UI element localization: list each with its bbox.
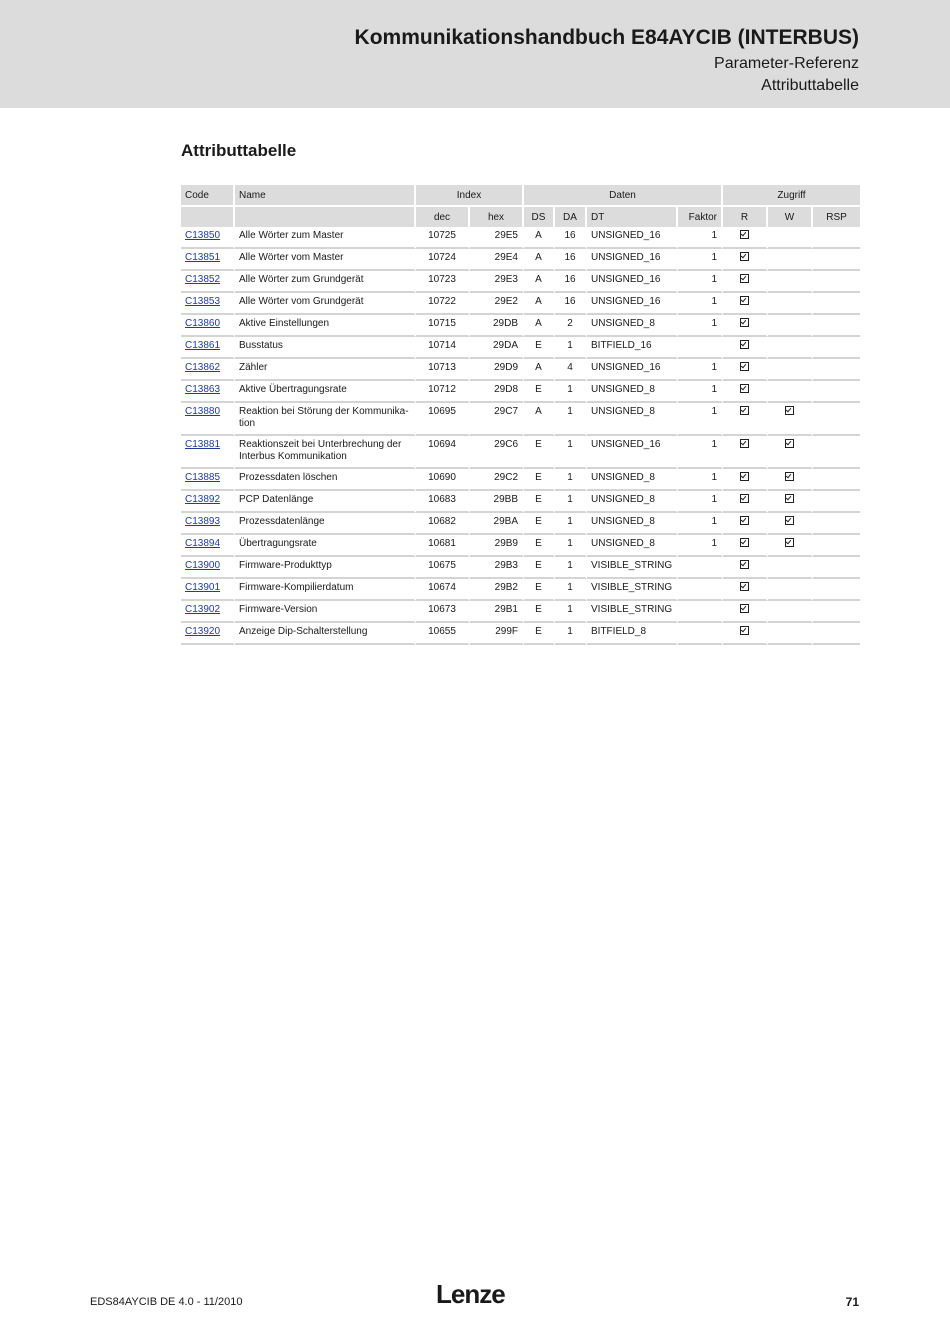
cell-rsp <box>813 381 860 403</box>
cell-w <box>768 249 813 271</box>
cell-dec: 10695 <box>416 403 470 436</box>
checkbox-checked-icon <box>740 439 749 448</box>
cell-ds: E <box>524 557 555 579</box>
cell-name: Firmware-Version <box>235 601 416 623</box>
cell-ds: A <box>524 315 555 337</box>
table-row <box>181 601 860 623</box>
cell-r <box>723 249 768 271</box>
cell-da: 1 <box>555 579 587 601</box>
cell-code <box>181 293 235 315</box>
cell-code <box>181 271 235 293</box>
code-link[interactable]: C13852 <box>185 274 221 285</box>
cell-name: Aktive Übertragungsrate <box>235 381 416 403</box>
checkbox-checked-icon <box>740 604 749 613</box>
cell-ds: E <box>524 623 555 645</box>
code-link[interactable]: C13860 <box>185 318 221 329</box>
cell-code <box>181 249 235 271</box>
cell-hex: 29E5 <box>470 227 524 249</box>
cell-faktor: 1 <box>678 469 723 491</box>
cell-dec: 10712 <box>416 381 470 403</box>
cell-r <box>723 381 768 403</box>
col-header-code: Code <box>181 185 235 205</box>
cell-dec: 10714 <box>416 337 470 359</box>
checkbox-checked-icon <box>740 230 749 239</box>
cell-w <box>768 535 813 557</box>
cell-da: 16 <box>555 293 587 315</box>
lenze-logo: Lenze <box>436 1279 505 1309</box>
code-link[interactable]: C13920 <box>185 626 221 637</box>
cell-dt: UNSIGNED_16 <box>587 271 678 293</box>
page-number: 71 <box>845 1295 859 1309</box>
table-row <box>181 227 860 249</box>
cell-faktor <box>678 557 723 579</box>
cell-hex: 29BA <box>470 513 524 535</box>
cell-r <box>723 436 768 469</box>
cell-ds: A <box>524 249 555 271</box>
checkbox-checked-icon <box>740 516 749 525</box>
cell-rsp <box>813 491 860 513</box>
cell-da: 1 <box>555 601 587 623</box>
cell-dt: UNSIGNED_16 <box>587 359 678 381</box>
cell-name: Anzeige Dip-Schalterstellung <box>235 623 416 645</box>
table-row <box>181 579 860 601</box>
cell-code <box>181 535 235 557</box>
table-row <box>181 557 860 579</box>
checkbox-checked-icon <box>740 406 749 415</box>
cell-da: 1 <box>555 491 587 513</box>
checkbox-checked-icon <box>740 626 749 635</box>
cell-hex: 29D9 <box>470 359 524 381</box>
table-row <box>181 293 860 315</box>
cell-da: 1 <box>555 513 587 535</box>
cell-w <box>768 359 813 381</box>
cell-ds: E <box>524 436 555 469</box>
cell-w <box>768 601 813 623</box>
cell-r <box>723 491 768 513</box>
table-row <box>181 249 860 271</box>
cell-w <box>768 315 813 337</box>
cell-dec: 10723 <box>416 271 470 293</box>
checkbox-checked-icon <box>785 538 794 547</box>
cell-code <box>181 623 235 645</box>
table-row <box>181 623 860 645</box>
cell-code <box>181 557 235 579</box>
cell-dec: 10681 <box>416 535 470 557</box>
checkbox-checked-icon <box>740 494 749 503</box>
cell-rsp <box>813 293 860 315</box>
cell-r <box>723 469 768 491</box>
code-link[interactable]: C13901 <box>185 582 221 593</box>
cell-faktor: 1 <box>678 436 723 469</box>
cell-name: Firmware-Kompilierdatum <box>235 579 416 601</box>
cell-da: 4 <box>555 359 587 381</box>
cell-rsp <box>813 579 860 601</box>
checkbox-checked-icon <box>740 472 749 481</box>
cell-ds: A <box>524 293 555 315</box>
cell-dt: UNSIGNED_8 <box>587 513 678 535</box>
col-header-index: Index <box>416 185 524 205</box>
cell-hex: 29B3 <box>470 557 524 579</box>
cell-faktor: 1 <box>678 227 723 249</box>
cell-w <box>768 271 813 293</box>
cell-ds: E <box>524 381 555 403</box>
checkbox-checked-icon <box>740 582 749 591</box>
cell-dec: 10682 <box>416 513 470 535</box>
cell-rsp <box>813 601 860 623</box>
cell-da: 1 <box>555 623 587 645</box>
page-header <box>0 0 950 108</box>
cell-dec: 10715 <box>416 315 470 337</box>
cell-code <box>181 436 235 469</box>
checkbox-checked-icon <box>740 318 749 327</box>
cell-name: Übertragungsrate <box>235 535 416 557</box>
cell-dec: 10673 <box>416 601 470 623</box>
cell-da: 16 <box>555 249 587 271</box>
checkbox-checked-icon <box>740 340 749 349</box>
table-row <box>181 337 860 359</box>
document-id: EDS84AYCIB DE 4.0 - 11/2010 <box>90 1296 243 1308</box>
code-link[interactable]: C13902 <box>185 604 221 615</box>
cell-dt: UNSIGNED_16 <box>587 249 678 271</box>
cell-code <box>181 469 235 491</box>
cell-da: 1 <box>555 403 587 436</box>
table-row <box>181 271 860 293</box>
col-header-zugriff: Zugriff <box>723 185 860 205</box>
table-row <box>181 469 860 491</box>
cell-code <box>181 491 235 513</box>
cell-hex: 29E4 <box>470 249 524 271</box>
checkbox-checked-icon <box>785 439 794 448</box>
cell-w <box>768 469 813 491</box>
col-subheader-code-empty <box>181 205 235 227</box>
cell-da: 16 <box>555 227 587 249</box>
code-link[interactable]: C13863 <box>185 384 221 395</box>
cell-rsp <box>813 436 860 469</box>
col-header-name: Name <box>235 185 416 205</box>
cell-dt: UNSIGNED_8 <box>587 403 678 436</box>
cell-faktor: 1 <box>678 293 723 315</box>
cell-code <box>181 403 235 436</box>
cell-dt: UNSIGNED_16 <box>587 436 678 469</box>
cell-ds: E <box>524 535 555 557</box>
checkbox-checked-icon <box>785 472 794 481</box>
cell-ds: A <box>524 227 555 249</box>
cell-faktor: 1 <box>678 535 723 557</box>
cell-code <box>181 337 235 359</box>
cell-ds: E <box>524 469 555 491</box>
cell-dt: UNSIGNED_8 <box>587 469 678 491</box>
checkbox-checked-icon <box>740 296 749 305</box>
cell-w <box>768 337 813 359</box>
cell-rsp <box>813 337 860 359</box>
cell-r <box>723 293 768 315</box>
cell-w <box>768 557 813 579</box>
cell-name: Firmware-Produkttyp <box>235 557 416 579</box>
cell-dt: VISIBLE_STRING <box>587 557 678 579</box>
cell-dec: 10713 <box>416 359 470 381</box>
cell-r <box>723 359 768 381</box>
col-header-rsp: RSP <box>813 205 860 227</box>
table-subheader-row <box>181 205 860 227</box>
checkbox-checked-icon <box>740 362 749 371</box>
cell-rsp <box>813 557 860 579</box>
cell-rsp <box>813 249 860 271</box>
cell-name: Alle Wörter vom Grundgerät <box>235 293 416 315</box>
code-link[interactable]: C13880 <box>185 406 221 417</box>
cell-faktor: 1 <box>678 249 723 271</box>
cell-faktor: 1 <box>678 271 723 293</box>
cell-da: 16 <box>555 271 587 293</box>
checkbox-checked-icon <box>740 252 749 261</box>
cell-dec: 10724 <box>416 249 470 271</box>
cell-rsp <box>813 315 860 337</box>
cell-dt: UNSIGNED_16 <box>587 293 678 315</box>
cell-rsp <box>813 469 860 491</box>
table-row <box>181 535 860 557</box>
cell-dec: 10655 <box>416 623 470 645</box>
cell-w <box>768 403 813 436</box>
table-row <box>181 513 860 535</box>
cell-dt: UNSIGNED_16 <box>587 227 678 249</box>
checkbox-checked-icon <box>785 494 794 503</box>
cell-rsp <box>813 513 860 535</box>
checkbox-checked-icon <box>785 406 794 415</box>
cell-hex: 29C2 <box>470 469 524 491</box>
cell-name: Prozessdaten löschen <box>235 469 416 491</box>
cell-dt: BITFIELD_16 <box>587 337 678 359</box>
table-row <box>181 381 860 403</box>
cell-dec: 10722 <box>416 293 470 315</box>
cell-ds: E <box>524 337 555 359</box>
table-row <box>181 491 860 513</box>
cell-ds: A <box>524 359 555 381</box>
cell-faktor: 1 <box>678 359 723 381</box>
cell-rsp <box>813 623 860 645</box>
cell-name: Aktive Einstellungen <box>235 315 416 337</box>
cell-faktor: 1 <box>678 403 723 436</box>
col-subheader-name-empty <box>235 205 416 227</box>
cell-w <box>768 436 813 469</box>
chapter-title: Parameter-Referenz <box>714 55 859 72</box>
cell-hex: 29C7 <box>470 403 524 436</box>
col-header-ds: DS <box>524 205 555 227</box>
cell-r <box>723 601 768 623</box>
cell-name: Busstatus <box>235 337 416 359</box>
col-header-dt: DT <box>587 205 678 227</box>
cell-r <box>723 623 768 645</box>
table-row <box>181 359 860 381</box>
code-link[interactable]: C13893 <box>185 516 221 527</box>
cell-name: Reaktion bei Störung der Kommunika-tion <box>235 403 416 436</box>
cell-faktor: 1 <box>678 491 723 513</box>
cell-code <box>181 579 235 601</box>
col-header-r: R <box>723 205 768 227</box>
cell-w <box>768 381 813 403</box>
cell-r <box>723 315 768 337</box>
cell-dt: UNSIGNED_8 <box>587 315 678 337</box>
cell-hex: 299F <box>470 623 524 645</box>
cell-r <box>723 227 768 249</box>
cell-dec: 10694 <box>416 436 470 469</box>
document-title: Kommunikationshandbuch E84AYCIB (INTERBUS) <box>354 26 859 49</box>
cell-da: 2 <box>555 315 587 337</box>
cell-hex: 29E3 <box>470 271 524 293</box>
cell-ds: A <box>524 403 555 436</box>
cell-rsp <box>813 359 860 381</box>
table-row <box>181 315 860 337</box>
cell-w <box>768 623 813 645</box>
cell-da: 1 <box>555 436 587 469</box>
cell-ds: A <box>524 271 555 293</box>
cell-da: 1 <box>555 469 587 491</box>
section-title: Attributtabelle <box>181 141 297 160</box>
cell-hex: 29DB <box>470 315 524 337</box>
cell-code <box>181 315 235 337</box>
cell-hex: 29B1 <box>470 601 524 623</box>
cell-w <box>768 513 813 535</box>
cell-code <box>181 227 235 249</box>
cell-code <box>181 381 235 403</box>
checkbox-checked-icon <box>740 560 749 569</box>
cell-faktor <box>678 623 723 645</box>
cell-w <box>768 579 813 601</box>
cell-hex: 29DA <box>470 337 524 359</box>
cell-rsp <box>813 227 860 249</box>
cell-faktor: 1 <box>678 513 723 535</box>
cell-name: Zähler <box>235 359 416 381</box>
cell-r <box>723 337 768 359</box>
cell-hex: 29D8 <box>470 381 524 403</box>
cell-name: Alle Wörter zum Grundgerät <box>235 271 416 293</box>
cell-faktor <box>678 579 723 601</box>
cell-w <box>768 227 813 249</box>
cell-ds: E <box>524 579 555 601</box>
cell-r <box>723 271 768 293</box>
cell-dt: VISIBLE_STRING <box>587 601 678 623</box>
cell-da: 1 <box>555 535 587 557</box>
code-link[interactable]: C13892 <box>185 494 221 505</box>
col-header-dec: dec <box>416 205 470 227</box>
cell-dec: 10690 <box>416 469 470 491</box>
cell-code <box>181 359 235 381</box>
section-header-title: Attributtabelle <box>761 77 859 94</box>
code-link[interactable]: C13851 <box>185 252 221 263</box>
cell-r <box>723 513 768 535</box>
code-link[interactable]: C13881 <box>185 439 221 450</box>
cell-ds: E <box>524 601 555 623</box>
cell-r <box>723 579 768 601</box>
attribute-table <box>181 185 860 645</box>
code-link[interactable]: C13850 <box>185 230 221 241</box>
cell-dec: 10674 <box>416 579 470 601</box>
cell-name: PCP Datenlänge <box>235 491 416 513</box>
cell-dec: 10675 <box>416 557 470 579</box>
code-link[interactable]: C13900 <box>185 560 221 571</box>
cell-hex: 29C6 <box>470 436 524 469</box>
cell-faktor: 1 <box>678 381 723 403</box>
cell-dt: VISIBLE_STRING <box>587 579 678 601</box>
cell-name: Reaktionszeit bei Unterbrechung der Interbus Kommunikation <box>235 436 416 469</box>
cell-name: Alle Wörter vom Master <box>235 249 416 271</box>
cell-name: Prozessdatenlänge <box>235 513 416 535</box>
cell-code <box>181 601 235 623</box>
cell-hex: 29B9 <box>470 535 524 557</box>
checkbox-checked-icon <box>740 538 749 547</box>
cell-ds: E <box>524 513 555 535</box>
cell-w <box>768 293 813 315</box>
checkbox-checked-icon <box>785 516 794 525</box>
cell-rsp <box>813 271 860 293</box>
col-header-daten: Daten <box>524 185 723 205</box>
cell-r <box>723 535 768 557</box>
code-link[interactable]: C13861 <box>185 340 221 351</box>
table-header-row <box>181 185 860 205</box>
cell-faktor: 1 <box>678 315 723 337</box>
col-header-w: W <box>768 205 813 227</box>
cell-r <box>723 557 768 579</box>
cell-rsp <box>813 403 860 436</box>
col-header-da: DA <box>555 205 587 227</box>
cell-w <box>768 491 813 513</box>
code-link[interactable]: C13853 <box>185 296 221 307</box>
cell-faktor <box>678 337 723 359</box>
cell-dt: UNSIGNED_8 <box>587 491 678 513</box>
cell-hex: 29BB <box>470 491 524 513</box>
cell-name: Alle Wörter zum Master <box>235 227 416 249</box>
code-link[interactable]: C13885 <box>185 472 221 483</box>
code-link[interactable]: C13894 <box>185 538 221 549</box>
table-body <box>181 227 860 645</box>
table-row <box>181 403 860 436</box>
cell-hex: 29B2 <box>470 579 524 601</box>
cell-da: 1 <box>555 337 587 359</box>
col-header-faktor: Faktor <box>678 205 723 227</box>
cell-ds: E <box>524 491 555 513</box>
cell-da: 1 <box>555 557 587 579</box>
table-row <box>181 436 860 469</box>
cell-faktor <box>678 601 723 623</box>
cell-da: 1 <box>555 381 587 403</box>
cell-code <box>181 513 235 535</box>
code-link[interactable]: C13862 <box>185 362 221 373</box>
cell-dec: 10725 <box>416 227 470 249</box>
cell-r <box>723 403 768 436</box>
cell-dt: UNSIGNED_8 <box>587 381 678 403</box>
cell-dt: UNSIGNED_8 <box>587 535 678 557</box>
col-header-hex: hex <box>470 205 524 227</box>
cell-rsp <box>813 535 860 557</box>
cell-hex: 29E2 <box>470 293 524 315</box>
checkbox-checked-icon <box>740 274 749 283</box>
checkbox-checked-icon <box>740 384 749 393</box>
cell-dec: 10683 <box>416 491 470 513</box>
cell-dt: BITFIELD_8 <box>587 623 678 645</box>
